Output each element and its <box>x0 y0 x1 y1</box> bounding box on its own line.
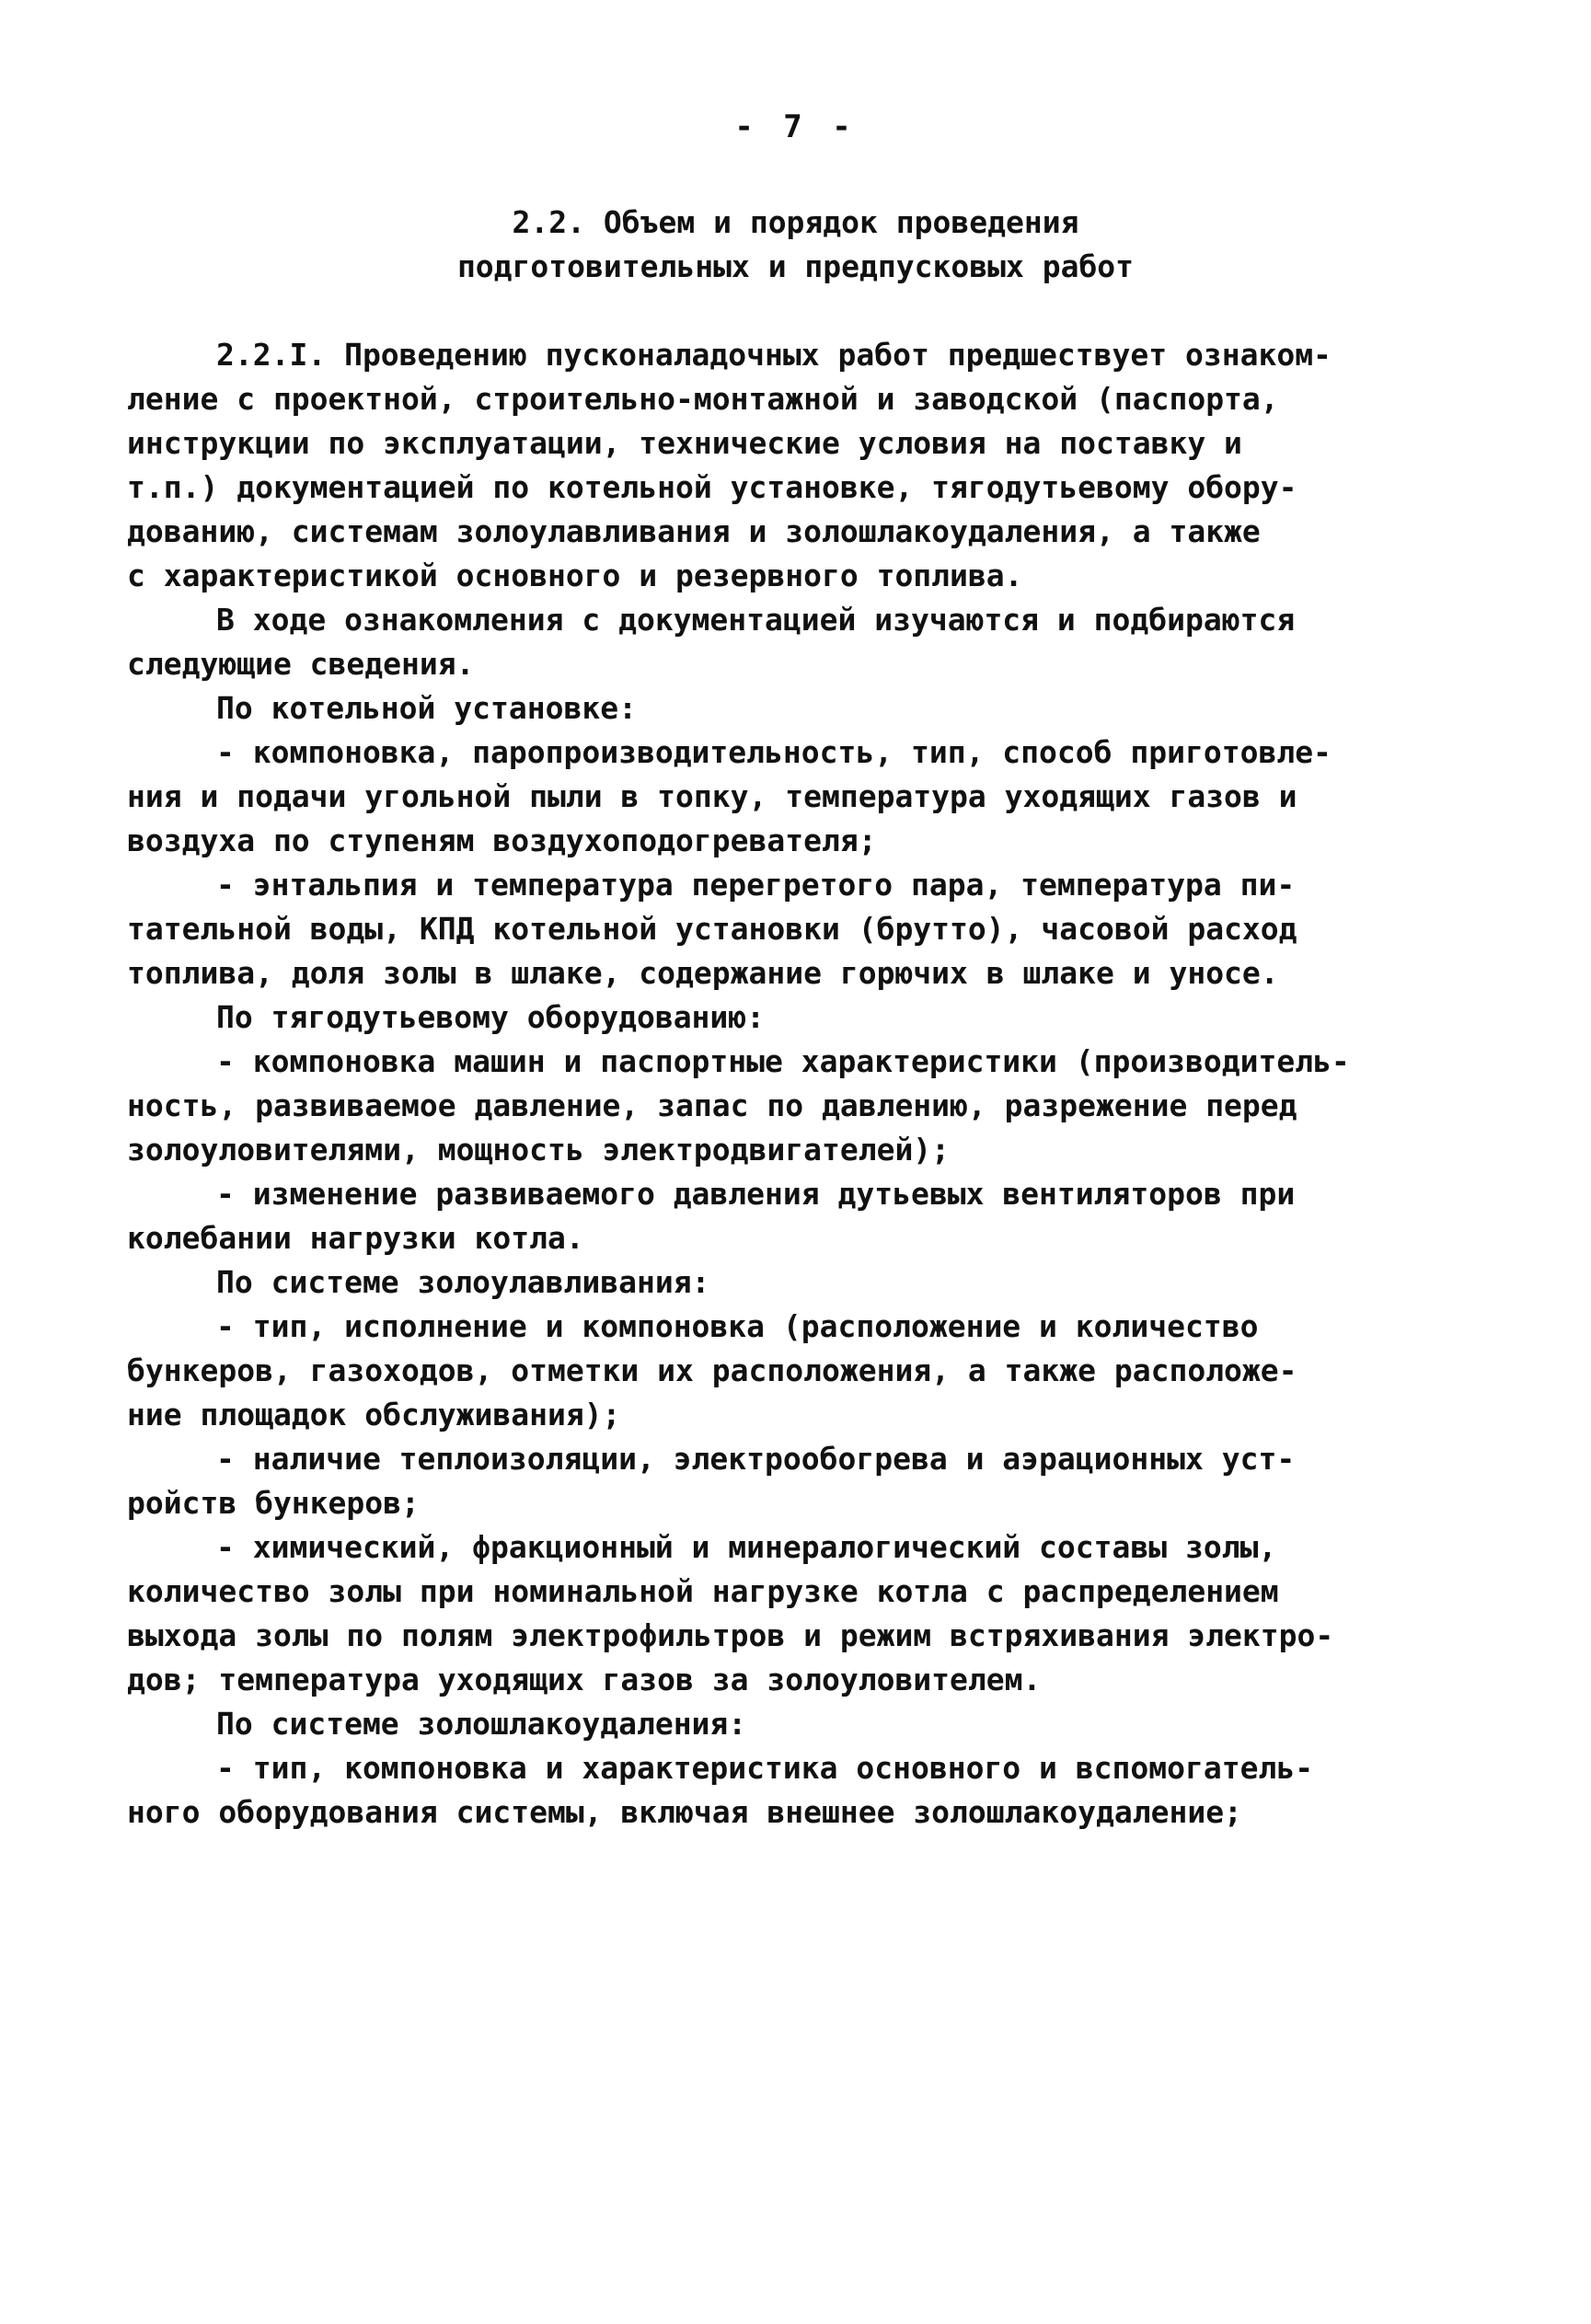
body-text <box>127 333 1350 1835</box>
text-line: В ходе ознакомления с документацией изучаются и подбираются <box>216 602 1296 638</box>
text-line: количество золы при номинальной нагрузке котла с распределением <box>127 1573 1279 1609</box>
text-line: золоуловителями, мощность электродвигателей); <box>127 1132 951 1168</box>
text-line: По системе золоулавливания: <box>216 1264 710 1300</box>
text-line: бункеров, газоходов, отметки их расположения, а также расположе- <box>127 1352 1297 1388</box>
text-line: дов; температура уходящих газов за золоуловителем. <box>127 1662 1042 1697</box>
text-line: колебании нагрузки котла. <box>127 1220 584 1256</box>
text-line: - изменение развиваемого давления дутьевых вентиляторов при <box>216 1176 1296 1212</box>
text-line: ление с проектной, строительно-монтажной и заводской (паспорта, <box>127 381 1279 417</box>
text-line: По тягодутьевому оборудованию: <box>216 999 766 1035</box>
text-line: ние площадок обслуживания); <box>127 1397 621 1432</box>
text-line: ройств бункеров; <box>127 1485 420 1521</box>
text-line: выхода золы по полям электрофильтров и режим встряхивания электро- <box>127 1617 1334 1653</box>
text-line: следующие сведения. <box>127 646 475 682</box>
text-line: тательной воды, КПД котельной установки (брутто), часовой расход <box>127 911 1297 947</box>
section-heading-line-2: подготовительных и предпусковых работ <box>456 248 1135 284</box>
text-line: ного оборудования системы, включая внешнее золошлакоудаление; <box>127 1794 1242 1830</box>
text-line: - тип, компоновка и характеристика основного и вспомогатель- <box>216 1750 1314 1786</box>
text-line: 2.2.I. Проведению пусконаладочных работ предшествует ознаком- <box>216 337 1332 373</box>
text-line: - энтальпия и температура перегретого пара, температура пи- <box>216 867 1296 903</box>
text-line: - тип, исполнение и компоновка (расположение и количество <box>216 1308 1259 1344</box>
text-line: дованию, системам золоулавливания и золошлакоудаления, а также <box>127 513 1261 549</box>
text-line: - компоновка, паропроизводительность, тип, способ приготовле- <box>216 734 1332 770</box>
text-line: т.п.) документацией по котельной установке, тягодутьевому обору- <box>127 469 1297 505</box>
text-line: ность, развиваемое давление, запас по давлению, разрежение перед <box>127 1087 1297 1123</box>
text-line: - компоновка машин и паспортные характеристики (производитель- <box>216 1043 1350 1079</box>
text-line: ния и подачи угольной пыли в топку, температура уходящих газов и <box>127 778 1297 814</box>
text-line: По системе золошлакоудаления: <box>216 1706 747 1742</box>
text-line: По котельной установке: <box>216 690 637 726</box>
text-line: топлива, доля золы в шлаке, содержание горючих в шлаке и уносе. <box>127 955 1279 991</box>
text-line: воздуха по ступеням воздухоподогревателя; <box>127 823 877 858</box>
page-number: - 7 - <box>734 109 857 145</box>
text-line: - наличие теплоизоляции, электрообогрева и аэрационных уст- <box>216 1441 1296 1477</box>
text-line: с характеристикой основного и резервного топлива. <box>127 558 1023 593</box>
section-heading-line-1: 2.2. Объем и порядок проведения <box>512 204 1079 240</box>
section-heading <box>0 201 1591 289</box>
text-line: - химический, фракционный и минералогический составы золы, <box>216 1529 1277 1565</box>
text-line: инструкции по эксплуатации, технические условия на поставку и <box>127 425 1242 461</box>
